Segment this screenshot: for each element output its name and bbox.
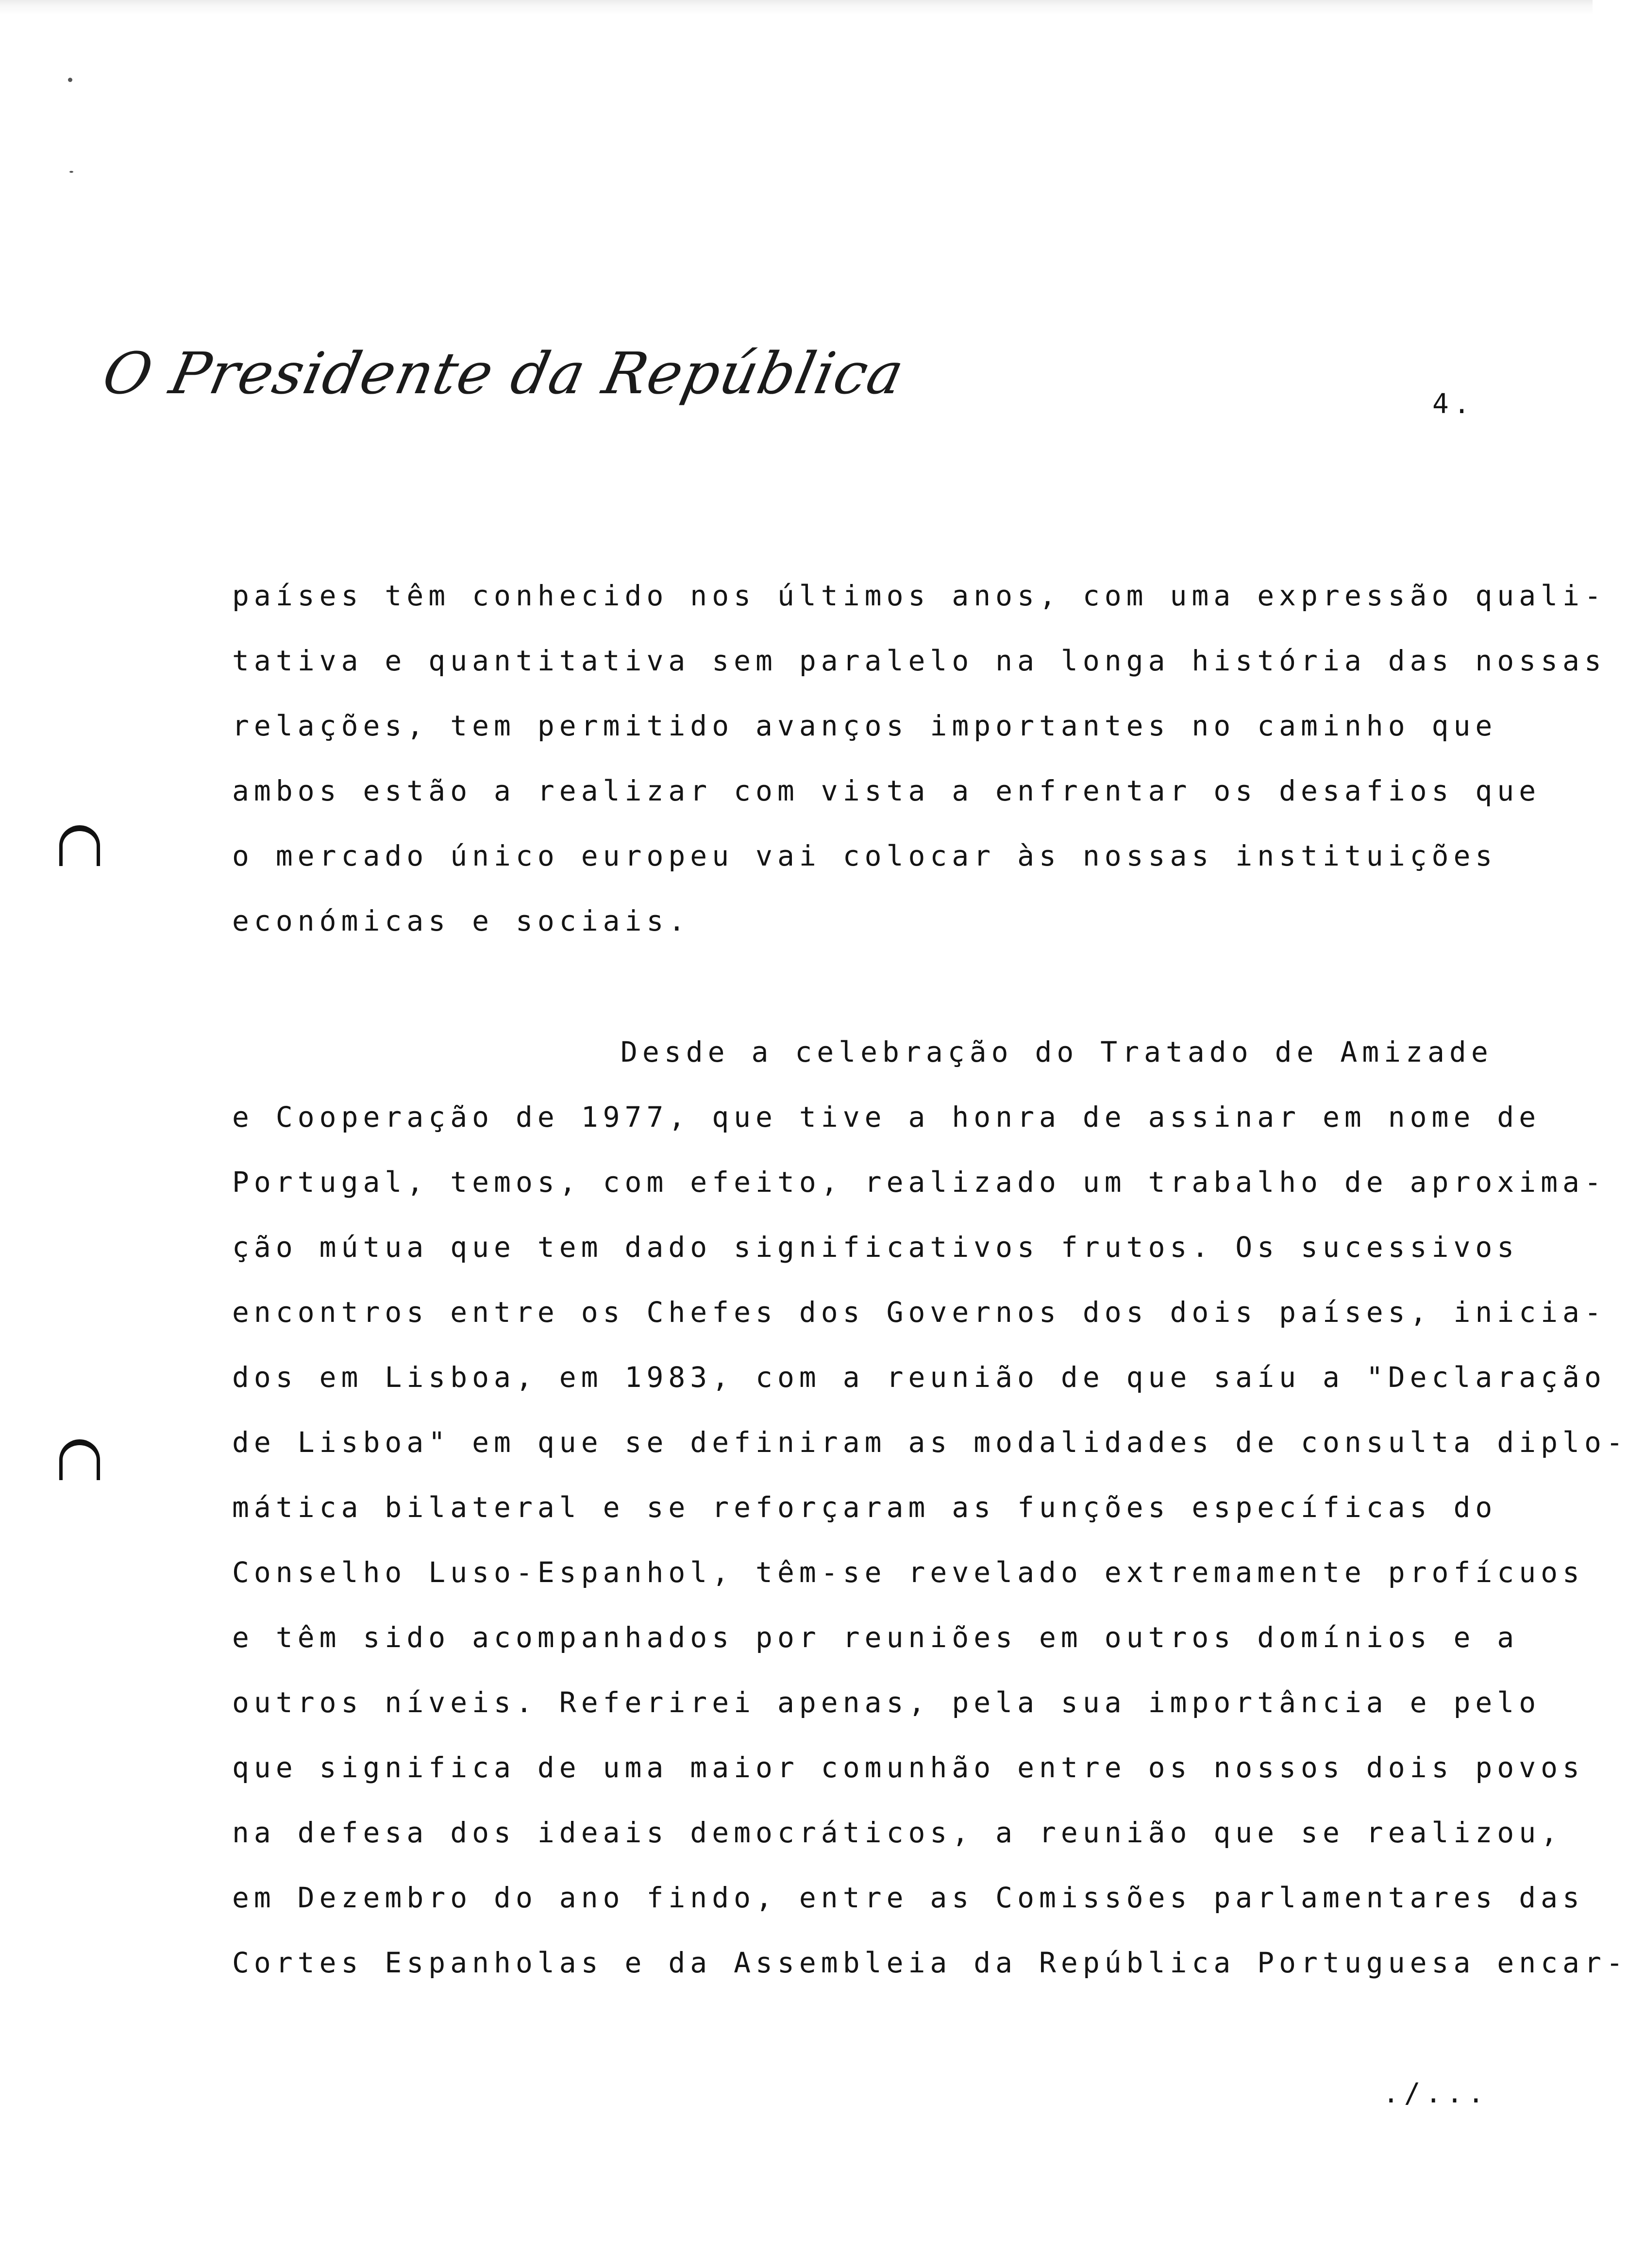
text-line: países têm conhecido nos últimos anos, com uma expressão quali- <box>232 579 1606 612</box>
text-line: Conselho Luso-Espanhol, têm-se revelado extremamente profícuos <box>232 1556 1584 1589</box>
text-line: outros níveis. Referirei apenas, pela sua importância e pelo <box>232 1686 1541 1719</box>
scan-speck <box>68 78 72 82</box>
text-line: de Lisboa" em que se definiram as modalidades de consulta diplo- <box>232 1426 1628 1459</box>
punch-hole-mark-bottom <box>59 1439 100 1480</box>
continuation-mark: ./... <box>1383 2078 1489 2109</box>
text-line: dos em Lisboa, em 1983, com a reunião de que saíu a "Declaração <box>232 1361 1606 1394</box>
text-line: mática bilateral e se reforçaram as funções específicas do <box>232 1491 1497 1524</box>
text-line: Cortes Espanholas e da Assembleia da República Portuguesa encar- <box>232 1946 1628 1979</box>
text-line: Portugal, temos, com efeito, realizado um trabalho de aproxima- <box>232 1166 1606 1199</box>
text-line: tativa e quantitativa sem paralelo na longa história das nossas <box>232 644 1606 677</box>
scan-speck <box>69 171 73 173</box>
text-line: em Dezembro do ano findo, entre as Comissões parlamentares das <box>232 1881 1584 1914</box>
paragraph-1 <box>232 563 1606 953</box>
punch-hole-mark-top <box>59 825 100 866</box>
text-line: relações, tem permitido avanços importantes no caminho que <box>232 709 1497 742</box>
text-line: encontros entre os Chefes dos Governos dos dois países, inicia- <box>232 1296 1606 1329</box>
text-line: o mercado único europeu vai colocar às nossas instituições <box>232 839 1497 872</box>
text-line: ambos estão a realizar com vista a enfrentar os desafios que <box>232 774 1541 807</box>
text-line: ção mútua que tem dado significativos frutos. Os sucessivos <box>232 1231 1519 1264</box>
text-line: económicas e sociais. <box>232 904 690 937</box>
page-number: 4. <box>1432 388 1475 420</box>
text-line: e Cooperação de 1977, que tive a honra de assinar em nome de <box>232 1101 1541 1134</box>
paragraph-2 <box>232 1019 1628 1995</box>
text-line: que significa de uma maior comunhão entre os nossos dois povos <box>232 1751 1584 1784</box>
letterhead-title: O Presidente da República <box>97 340 910 407</box>
text-line: e têm sido acompanhados por reuniões em outros domínios e a <box>232 1621 1519 1654</box>
scan-edge-shadow <box>0 0 1593 15</box>
text-line: na defesa dos ideais democráticos, a reunião que se realizou, <box>232 1816 1563 1849</box>
text-line: Desde a celebração do Tratado de Amizade <box>621 1035 1493 1068</box>
